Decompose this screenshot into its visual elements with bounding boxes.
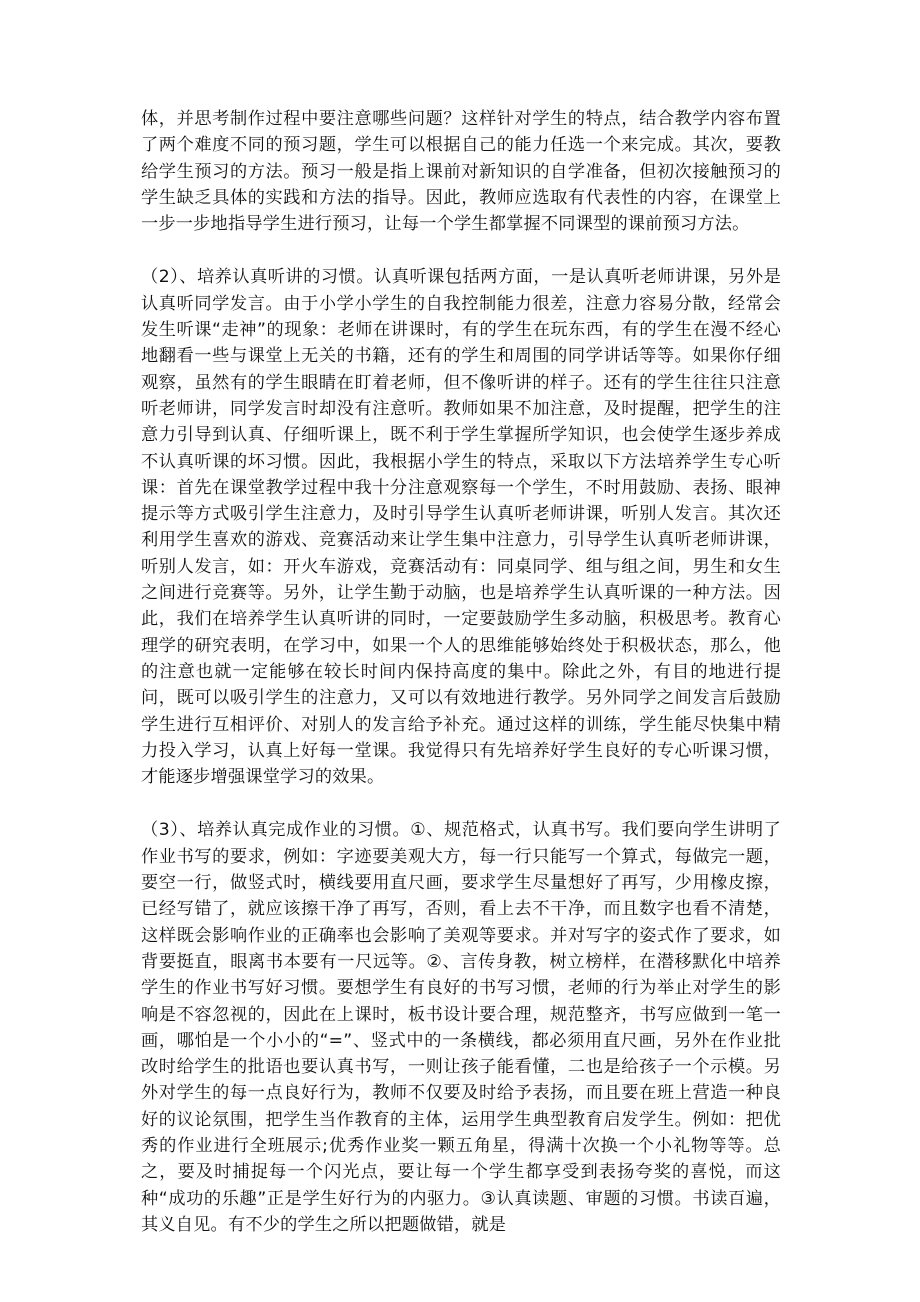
paragraph-1: 体，并思考制作过程中要注意哪些问题？这样针对学生的特点，结合教学内容布置了两个难度不同的预习题，学生可以根据自己的能力任选一个来完成。其次，要教给学生预习的方法。预习一般是指上课前对新知识的自学准备，但初次接触预习的学生缺乏具体的实践和方法的指导。因此，教师应选取有代表性的内容，在课堂上一步一步地指导学生进行预习，让每一个学生都掌握不同课型的课前预习方法。	[141, 109, 781, 235]
document-page	[141, 106, 781, 1238]
paragraph-spacer	[141, 237, 781, 264]
paragraph-spacer	[141, 790, 781, 817]
paragraph-3: （3）、培养认真完成作业的习惯。①、规范格式，认真书写。我们要向学生讲明了作业书写的要求，例如：字迹要美观大方，每一行只能写一个算式，每做完一题，要空一行，做竖式时，横线要用直尺画，要求学生尽量想好了再写，少用橡皮擦，已经写错了，就应该擦干净了再写，否则，看上去不干净，而且数字也看不清楚，这样既会影响作业的正确率也会影响了美观等要求。并对写字的姿式作了要求，如背要挺直，眼离书本要有一尺远等。②、言传身教，树立榜样，在潜移默化中培养学生的作业书写好习惯。要想学生有良好的书写习惯，老师的行为举止对学生的影响是不容忽视的，因此在上课时，板书设计要合理，规范整齐，书写应做到一笔一画，哪怕是一个小小的“=”、竖式中的一条横线，都必须用直尺画，另外在作业批改时给学生的批语也要认真书写，一则让孩子能看懂，二也是给孩子一个示模。另外对学生的每一点良好行为，教师不仅要及时给予表扬，而且要在班上营造一种良好的议论氛围，把学生当作教育的主体，运用学生典型教育启发学生。例如：把优秀的作业进行全班展示;优秀作业奖一颗五角星，得满十次换一个小礼物等等。总之，要及时捕捉每一个闪光点，要让每一个学生都享受到表扬夸奖的喜悦，而这种“成功的乐趣”正是学生好行为的内驱力。③认真读题、审题的习惯。书读百遍，其义自见。有不少的学生之所以把题做错，就是	[141, 820, 781, 1235]
paragraph-2: （2）、培养认真听讲的习惯。认真听课包括两方面，一是认真听老师讲课，另外是认真听同学发言。由于小学小学生的自我控制能力很差，注意力容易分散，经常会发生听课“走神”的现象：老师在讲课时，有的学生在玩东西，有的学生在漫不经心地翻看一些与课堂上无关的书籍，还有的学生和周围的同学讲话等等。如果你仔细观察，虽然有的学生眼睛在盯着老师，但不像听讲的样子。还有的学生往往只注意听老师讲，同学发言时却没有注意听。教师如果不加注意，及时提醒，把学生的注意力引导到认真、仔细听课上，既不利于学生掌握所学知识，也会使学生逐步养成不认真听课的坏习惯。因此，我根据小学生的特点，采取以下方法培养学生专心听课：首先在课堂教学过程中我十分注意观察每一个学生，不时用鼓励、表扬、眼神提示等方式吸引学生注意力，及时引导学生认真听老师讲课，听别人发言。其次还利用学生喜欢的游戏、竞赛活动来让学生集中注意力，引导学生认真听老师讲课，听别人发言，如：开火车游戏，竞赛活动有：同桌同学、组与组之间，男生和女生之间进行竞赛等。另外，让学生勤于动脑，也是培养学生认真听课的一种方法。因此，我们在培养学生认真听讲的同时，一定要鼓励学生多动脑，积极思考。教育心理学的研究表明，在学习中，如果一个人的思维能够始终处于积极状态，那么，他的注意也就一定能够在较长时间内保持高度的集中。除此之外，有目的地进行提问，既可以吸引学生的注意力，又可以有效地进行教学。另外同学之间发言后鼓励学生进行互相评价、对别人的发言给予补充。通过这样的训练，学生能尽快集中精力投入学习，认真上好每一堂课。我觉得只有先培养好学生良好的专心听课习惯，才能逐步增强课堂学习的效果。	[141, 267, 781, 788]
